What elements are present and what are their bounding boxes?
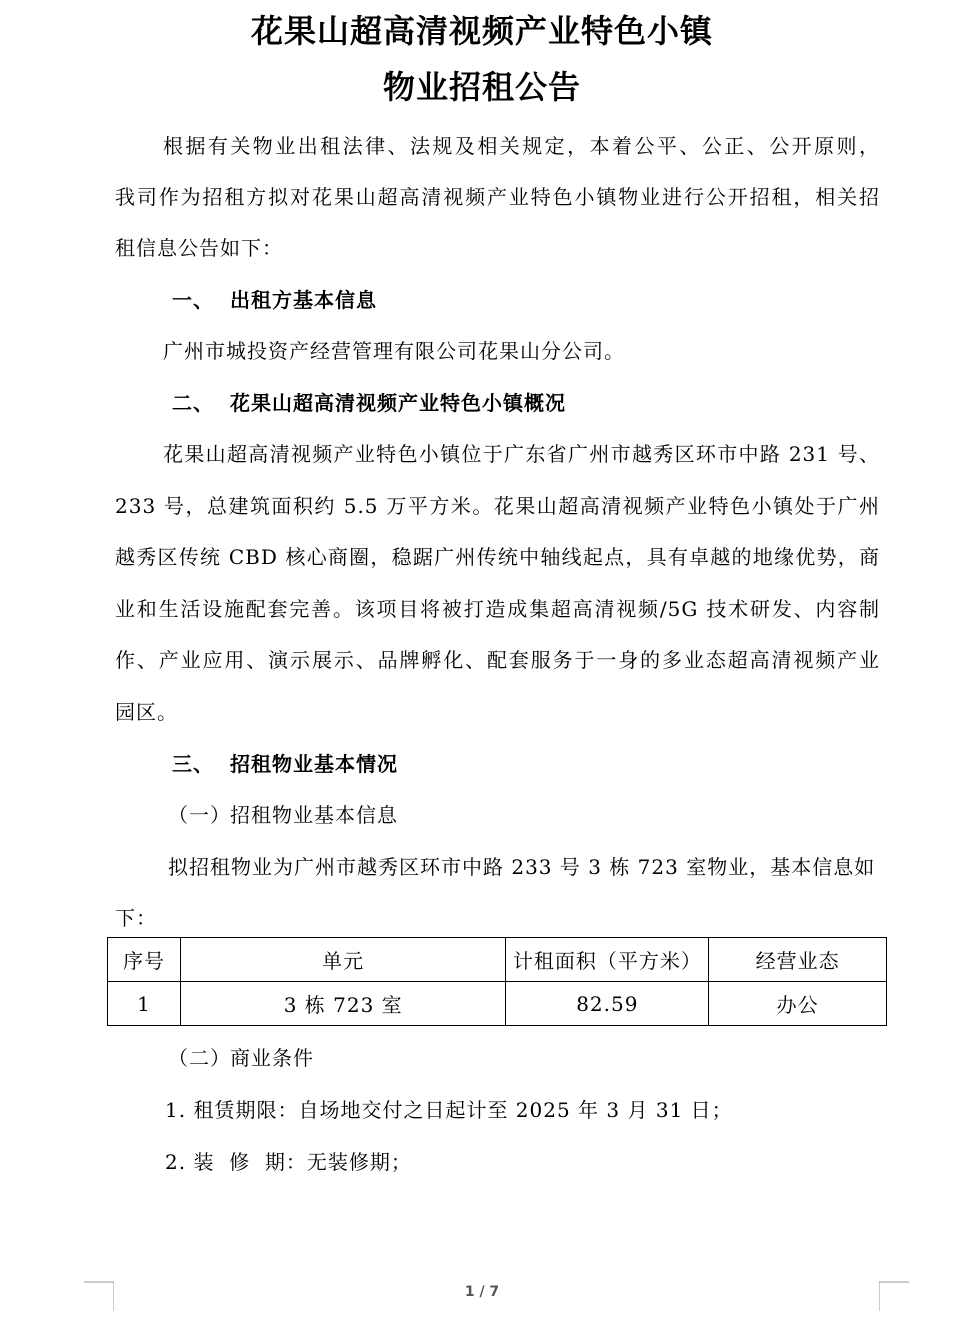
section2-line-4: 业和生活设施配套完善。该项目将被打造成集超高清视频/5G 技术研发、内容制 bbox=[115, 597, 880, 621]
subsection2-number: （二） bbox=[168, 1046, 231, 1070]
intro-line-3: 租信息公告如下： bbox=[115, 236, 283, 260]
subsection1-number: （一） bbox=[168, 803, 231, 827]
intro-line-2: 我司作为招租方拟对花果山超高清视频产业特色小镇物业进行公开招租，相关招 bbox=[115, 185, 880, 209]
section2-heading bbox=[172, 389, 937, 417]
condition-item-1: 1. 租赁期限：自场地交付之日起计至 2025 年 3 月 31 日； bbox=[165, 1098, 733, 1122]
table-row bbox=[108, 982, 887, 1026]
subsection2-title: 商业条件 bbox=[230, 1046, 314, 1070]
subsection1-line-2: 下： bbox=[115, 906, 157, 930]
table-header-row bbox=[108, 938, 887, 982]
section1-number: 一、 bbox=[172, 288, 214, 312]
table-cell: 82.59 bbox=[506, 982, 709, 1026]
condition-item-2: 2. 装 修 期：无装修期； bbox=[165, 1150, 412, 1174]
section2-title: 花果山超高清视频产业特色小镇概况 bbox=[230, 391, 566, 415]
table-header-cell: 单元 bbox=[180, 938, 506, 982]
section2-number: 二、 bbox=[172, 391, 214, 415]
document-title-line1: 花果山超高清视频产业特色小镇 bbox=[250, 12, 713, 50]
intro-line-1: 根据有关物业出租法律、法规及相关规定，本着公平、公正、公开原则， bbox=[163, 134, 880, 158]
section2-line-2: 233 号，总建筑面积约 5.5 万平方米。花果山超高清视频产业特色小镇处于广州 bbox=[115, 494, 880, 518]
section3-heading bbox=[172, 750, 937, 778]
property-table bbox=[107, 937, 887, 1026]
table-cell: 3 栋 723 室 bbox=[180, 982, 506, 1026]
section3-title: 招租物业基本情况 bbox=[230, 752, 398, 776]
section3-number: 三、 bbox=[172, 752, 214, 776]
table-header-cell: 计租面积（平方米） bbox=[506, 938, 709, 982]
page-number: 1 / 7 bbox=[464, 1284, 500, 1300]
table-cell: 1 bbox=[108, 982, 181, 1026]
section1-body: 广州市城投资产经营管理有限公司花果山分公司。 bbox=[163, 339, 625, 363]
section1-title: 出租方基本信息 bbox=[230, 288, 377, 312]
subsection1-heading bbox=[168, 801, 933, 829]
subsection1-line-1: 拟招租物业为广州市越秀区环市中路 233 号 3 栋 723 室物业，基本信息如 bbox=[168, 855, 876, 879]
section1-heading bbox=[172, 286, 937, 314]
section2-line-5: 作、产业应用、演示展示、品牌孵化、配套服务于一身的多业态超高清视频产业 bbox=[115, 648, 880, 672]
section2-line-6: 园区。 bbox=[115, 700, 178, 724]
subsection2-heading bbox=[168, 1044, 933, 1072]
section2-line-1: 花果山超高清视频产业特色小镇位于广东省广州市越秀区环市中路 231 号、 bbox=[163, 442, 880, 466]
document-title-line2: 物业招租公告 bbox=[382, 68, 581, 106]
table-cell: 办公 bbox=[709, 982, 887, 1026]
table-header-cell: 经营业态 bbox=[709, 938, 887, 982]
section2-line-3: 越秀区传统 CBD 核心商圈，稳踞广州传统中轴线起点，具有卓越的地缘优势，商 bbox=[115, 545, 880, 569]
table-header-cell: 序号 bbox=[108, 938, 181, 982]
subsection1-title: 招租物业基本信息 bbox=[230, 803, 398, 827]
